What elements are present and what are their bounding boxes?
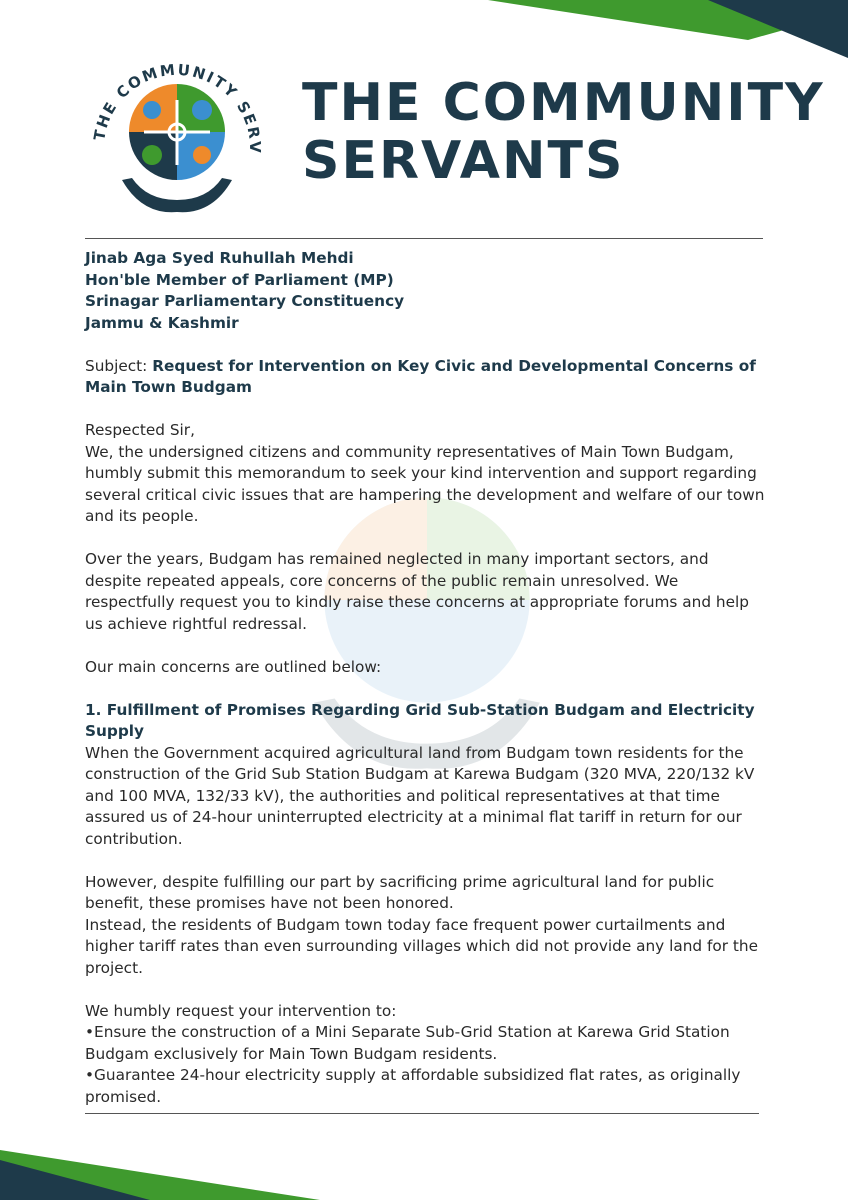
recipient-name: Jinab Aga Syed Ruhullah Mehdi [85,249,354,267]
subject-label: Subject: [85,356,148,375]
header-divider [85,238,763,239]
section-1-paragraph-1: When the Government acquired agricultural land from Budgam town residents for the construction of the Grid Sub Station Budgam at Karewa Budgam (320 MVA, 220/132 kV and 100 MVA, 132/33 kV), the authorities and political representatives at that time assured us of 24-hour uninterrupted electricity at a minimal flat tariff in return for our contribution. [85,743,755,848]
logo [82,40,272,220]
recipient-block [85,248,765,334]
request-intro: We humbly request your intervention to: [85,1001,397,1020]
title-line-1: THE COMMUNITY [302,73,825,133]
recipient-constituency: Srinagar Parliamentary Constituency [85,292,405,310]
footer-divider [85,1113,759,1114]
subject-text: Request for Intervention on Key Civic and Developmental Concerns of Main Town Budgam [85,356,756,396]
title-line-2: SERVANTS [302,131,625,191]
outline-line: Our main concerns are outlined below: [85,657,382,676]
request-item: •Guarantee 24-hour electricity supply at affordable subsidized flat rates, as originally promised. [85,1066,741,1106]
intro-paragraph: We, the undersigned citizens and community representatives of Main Town Budgam, humbly submit this memorandum to seek your kind intervention and support regarding several critical civic issues that are hampering the development and welfare of our town and its people. [85,442,765,525]
salutation: Respected Sir, [85,421,195,439]
request-item: •Ensure the construction of a Mini Separate Sub-Grid Station at Karewa Grid Station Budgam exclusively for Main Town Budgam residents. [85,1023,730,1063]
recipient-region: Jammu & Kashmir [85,313,239,332]
logo-emblem [82,40,272,220]
logo-ring-text: THE COMMUNITY SERV [90,60,265,154]
paragraph-2: Over the years, Budgam has remained neglected in many important sectors, and despite repeated appeals, core concerns of the public remain unresolved. We respectfully request you to kindly raise these concerns at appropriate forums and help us achieve rightful redressal. [85,550,749,633]
page-title [302,74,825,190]
letter-body [85,248,765,1108]
section-1-heading: 1. Fulfillment of Promises Regarding Grid Sub-Station Budgam and Electricity Supply [85,700,755,740]
top-corner-decoration [448,0,848,60]
recipient-title: Hon'ble Member of Parliament (MP) [85,270,394,289]
subject-line [85,356,765,399]
section-1-paragraph-3: Instead, the residents of Budgam town today face frequent power curtailments and higher tariff rates than even surrounding villages which did not provide any land for the project. [85,915,758,977]
bottom-corner-decoration [0,1140,320,1200]
section-1-paragraph-2: However, despite fulfilling our part by sacrificing prime agricultural land for public benefit, these promises have not been honored. [85,872,715,912]
